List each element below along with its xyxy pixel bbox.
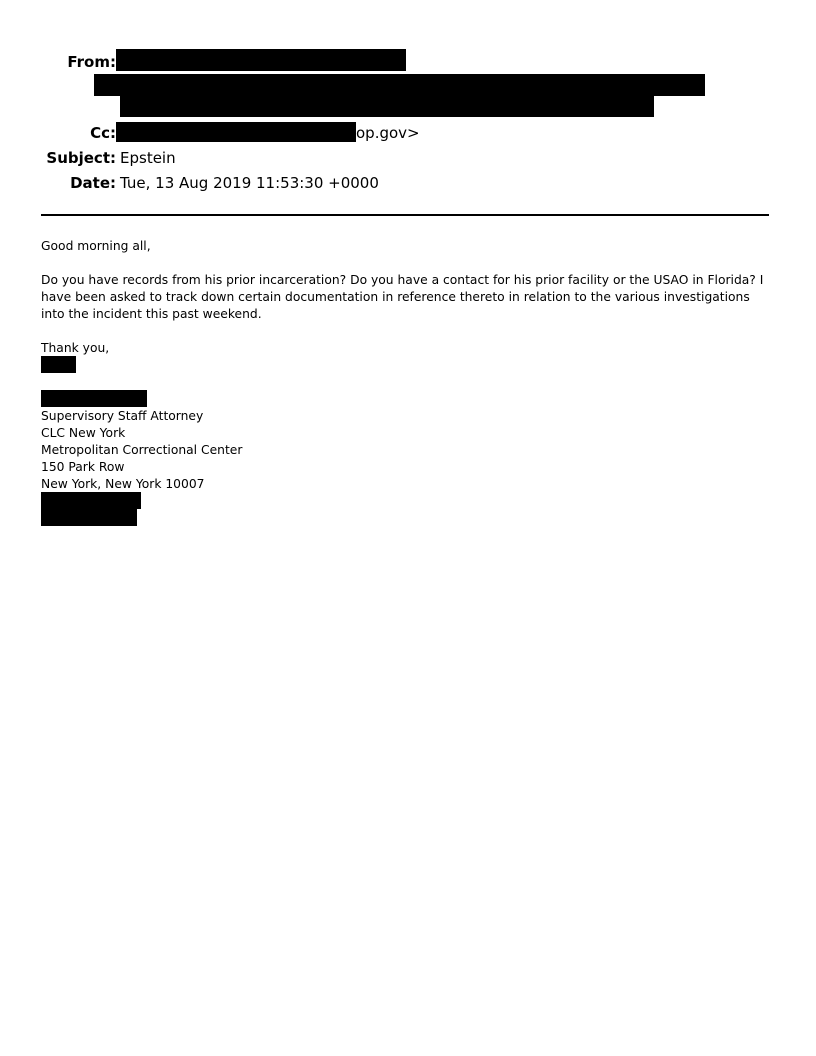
header-divider [41,214,769,216]
signature-street: 150 Park Row [41,460,125,474]
from-redaction [116,49,406,71]
from-label: From: [67,53,116,71]
signature-org: CLC New York [41,426,126,440]
cc-label: Cc: [90,124,116,142]
signature-phone-redaction-2 [41,509,137,526]
subject-label: Subject: [46,149,116,167]
signature-title: Supervisory Staff Attorney [41,409,204,423]
closing: Thank you, [41,341,110,355]
date-value: Tue, 13 Aug 2019 11:53:30 +0000 [120,174,379,192]
to-redaction-line-2 [120,96,654,117]
subject-value: Epstein [120,149,176,167]
cc-value: op.gov> [356,124,420,142]
date-label: Date: [70,174,116,192]
signature-phone-redaction-1 [41,492,141,509]
to-redaction-line-1 [94,74,705,96]
signature-facility: Metropolitan Correctional Center [41,443,243,457]
cc-redaction [116,122,356,142]
signature-city: New York, New York 10007 [41,477,205,491]
greeting: Good morning all, [41,239,151,253]
body-paragraph: Do you have records from his prior incarceration? Do you have a contact for his prior facility or the USAO in Florida? I have been asked to track down certain documentation in reference thereto in relation to the various investigations into the incident this past weekend. [41,273,764,321]
signature-name-redaction [41,390,147,407]
sender-first-name-redaction [41,356,76,373]
